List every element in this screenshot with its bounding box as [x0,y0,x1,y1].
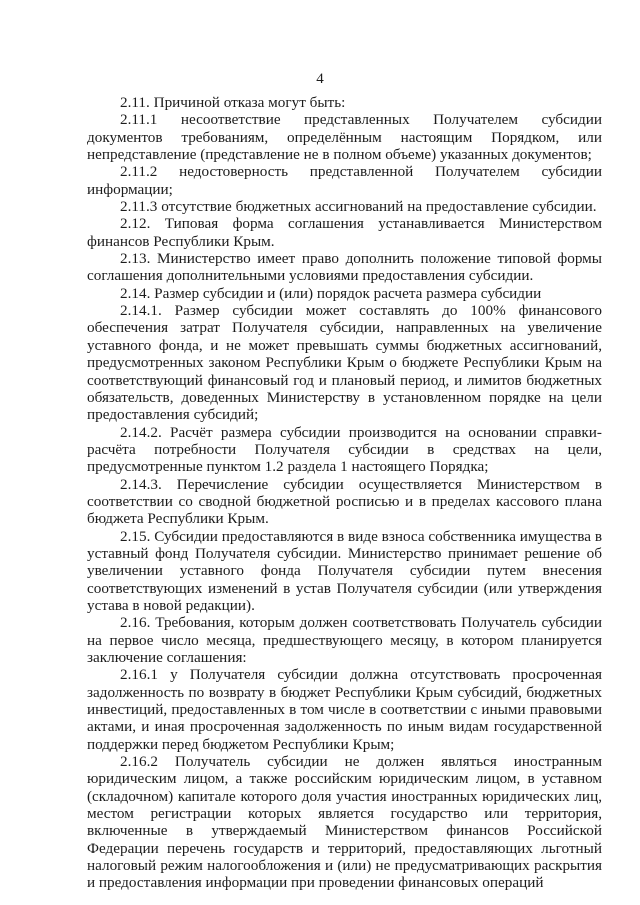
clause-2-11-2: 2.11.2 недостоверность представленной Получателем субсидии информации; [87,163,602,198]
clause-2-12: 2.12. Типовая форма соглашения устанавливается Министерством финансов Республики Крым. [87,215,602,250]
clause-2-14-3: 2.14.3. Перечисление субсидии осуществляется Министерством в соответствии со сводной бюджетной росписью и в пределах кассового плана бюджета Республики Крым. [87,475,602,528]
clause-2-16: 2.16. Требования, которым должен соответствовать Получатель субсидии на первое число месяца, предшествующего месяцу, в котором планируется заключение соглашения: [87,614,602,666]
clause-2-11-3: 2.11.3 отсутствие бюджетных ассигнований на предоставление субсидии. [120,198,597,216]
clause-2-16-1: 2.16.1 у Получателя субсидии должна отсутствовать просроченная задолженность по возврату в бюджет Республики Крым субсидий, бюджетных инвестиций, предоставленных в том числе в соответствии с иными правовыми актами, и иная просроченная задолженность по иным видам государственной поддержки перед бюджетом Республики Крым; [87,666,602,753]
clause-2-16-2: 2.16.2 Получатель субсидии не должен являться иностранным юридическим лицом, а также российским юридическим лицом, в уставном (складочном) капитале которого доля участия иностранных юридических лиц, местом регистрации которых является государство или территория, включенные в утверждаемый Министерством финансов Российской Федерации перечень государств и территорий, предоставляющих льготный налоговый режим налогообложения и (или) не предусматривающих раскрытия и предоставления информации при проведении финансовых операций [87,753,602,892]
clause-2-11: 2.11. Причиной отказа могут быть: [120,94,346,111]
clause-2-14: 2.14. Размер субсидии и (или) порядок расчета размера субсидии [120,284,542,302]
document-body [87,94,602,892]
clause-2-13: 2.13. Министерство имеет право дополнить положение типовой формы соглашения дополнительными условиями предоставления субсидии. [87,250,602,285]
clause-2-14-1: 2.14.1. Размер субсидии может составлять до 100% финансового обеспечения затрат Получателя субсидии, направленных на увеличение уставного фонда, и не может превышать суммы бюджетных ассигнований, предусмотренных законом Республики Крым о бюджете Республики Крым на соответствующий финансовый год и плановый период, и лимитов бюджетных обязательств, доведенных Министерству в установленном порядке на цели предоставления субсидий; [87,302,602,424]
clause-2-11-1: 2.11.1 несоответствие представленных Получателем субсидии документов требованиям, определённым настоящим Порядком, или непредставление (представление не в полном объеме) указанных документов; [87,111,602,164]
page-number: 4 [316,71,324,87]
clause-2-15: 2.15. Субсидии предоставляются в виде взноса собственника имущества в уставный фонд Получателя субсидии. Министерство принимает решение об увеличении уставного фонда Получателя субсидии путем внесения соответствующих изменений в устав Получателя субсидии (или утверждения устава в новой редакции). [87,527,602,614]
clause-2-14-2: 2.14.2. Расчёт размера субсидии производится на основании справки-расчёта потребности Получателя субсидии в средствах на цели, предусмотренные пунктом 1.2 раздела 1 настоящего Порядка; [87,423,602,476]
